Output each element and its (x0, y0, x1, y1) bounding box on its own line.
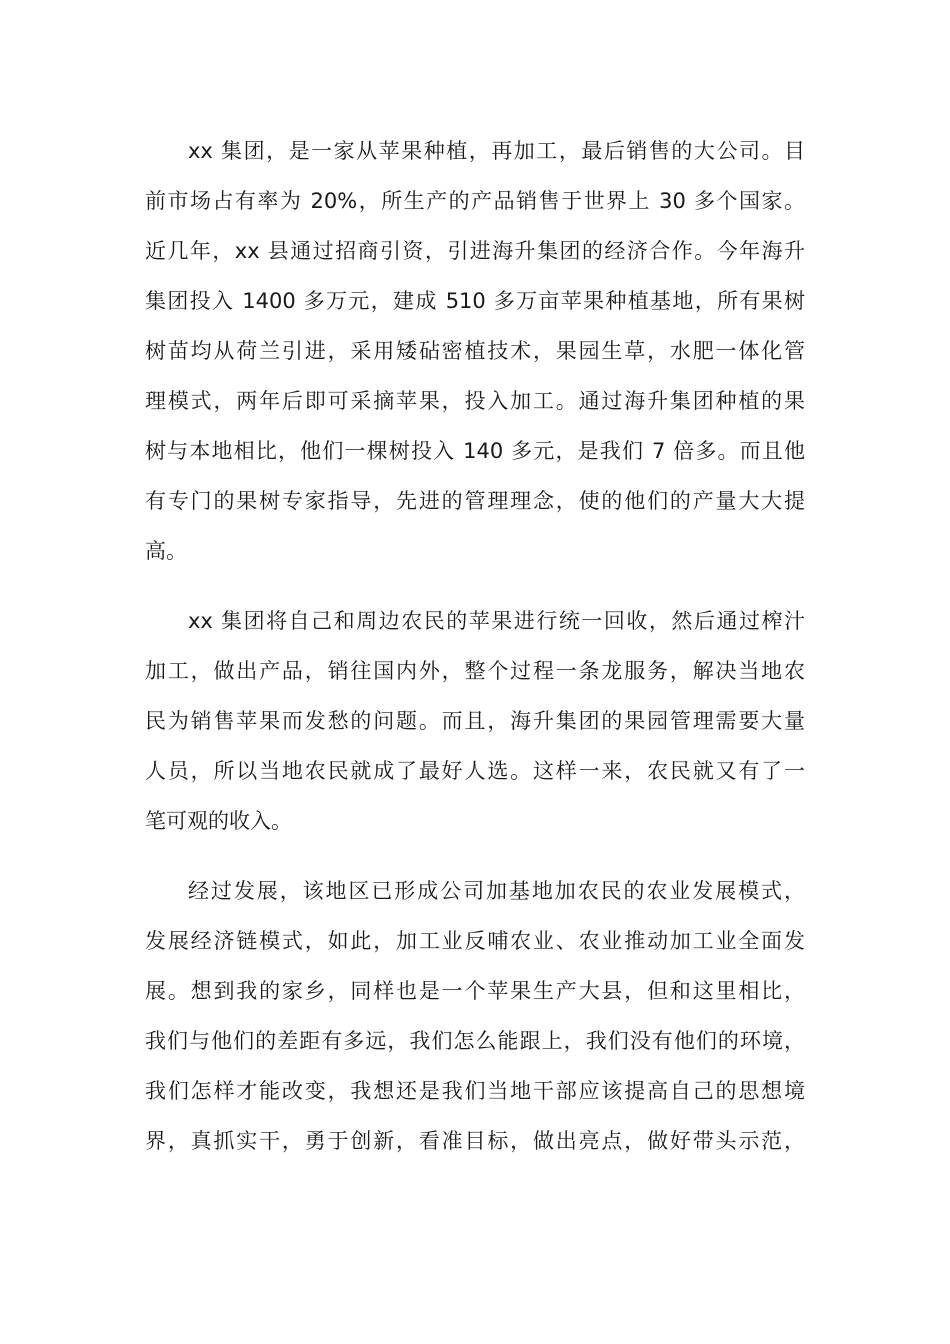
text-line: 界，真抓实干，勇于创新，看准目标，做出亮点，做好带头示范， (145, 1129, 805, 1153)
text-line: 树苗均从荷兰引进，采用矮砧密植技术，果园生草，水肥一体化管 (145, 339, 805, 363)
text-line: 展。想到我的家乡，同样也是一个苹果生产大县，但和这里相比， (145, 979, 805, 1003)
text-line: xx 集团将自己和周边农民的苹果进行统一回收，然后通过榨汁 (188, 609, 805, 633)
text-line: 树与本地相比，他们一棵树投入 140 多元，是我们 7 倍多。而且他 (145, 439, 805, 463)
text-line: 人员，所以当地农民就成了最好人选。这样一来，农民就又有了一 (145, 759, 805, 783)
paragraph-1 (145, 126, 805, 576)
text-line: 我们怎样才能改变，我想还是我们当地干部应该提高自己的思想境 (145, 1079, 805, 1103)
text-line: 理模式，两年后即可采摘苹果，投入加工。通过海升集团种植的果 (145, 389, 805, 413)
text-line: 发展经济链模式，如此，加工业反哺农业、农业推动加工业全面发 (145, 929, 805, 953)
text-line: 前市场占有率为 20%，所生产的产品销售于世界上 30 多个国家。 (145, 189, 805, 213)
text-line: 笔可观的收入。 (145, 809, 292, 833)
text-line: 民为销售苹果而发愁的问题。而且，海升集团的果园管理需要大量 (145, 709, 805, 733)
text-line: xx 集团，是一家从苹果种植，再加工，最后销售的大公司。目 (188, 139, 805, 163)
text-line: 我们与他们的差距有多远，我们怎么能跟上，我们没有他们的环境， (145, 1029, 805, 1053)
text-line: 有专门的果树专家指导，先进的管理理念，使的他们的产量大大提 (145, 489, 805, 513)
paragraph-2 (145, 596, 805, 846)
text-line: 集团投入 1400 多万元，建成 510 多万亩苹果种植基地，所有果树 (145, 289, 805, 313)
text-line: 近几年，xx 县通过招商引资，引进海升集团的经济合作。今年海升 (145, 239, 805, 263)
text-line: 经过发展，该地区已形成公司加基地加农民的农业发展模式， (188, 879, 805, 903)
text-line: 加工，做出产品，销往国内外，整个过程一条龙服务，解决当地农 (145, 659, 805, 683)
text-line: 高。 (145, 539, 187, 563)
paragraph-3 (145, 866, 805, 1166)
